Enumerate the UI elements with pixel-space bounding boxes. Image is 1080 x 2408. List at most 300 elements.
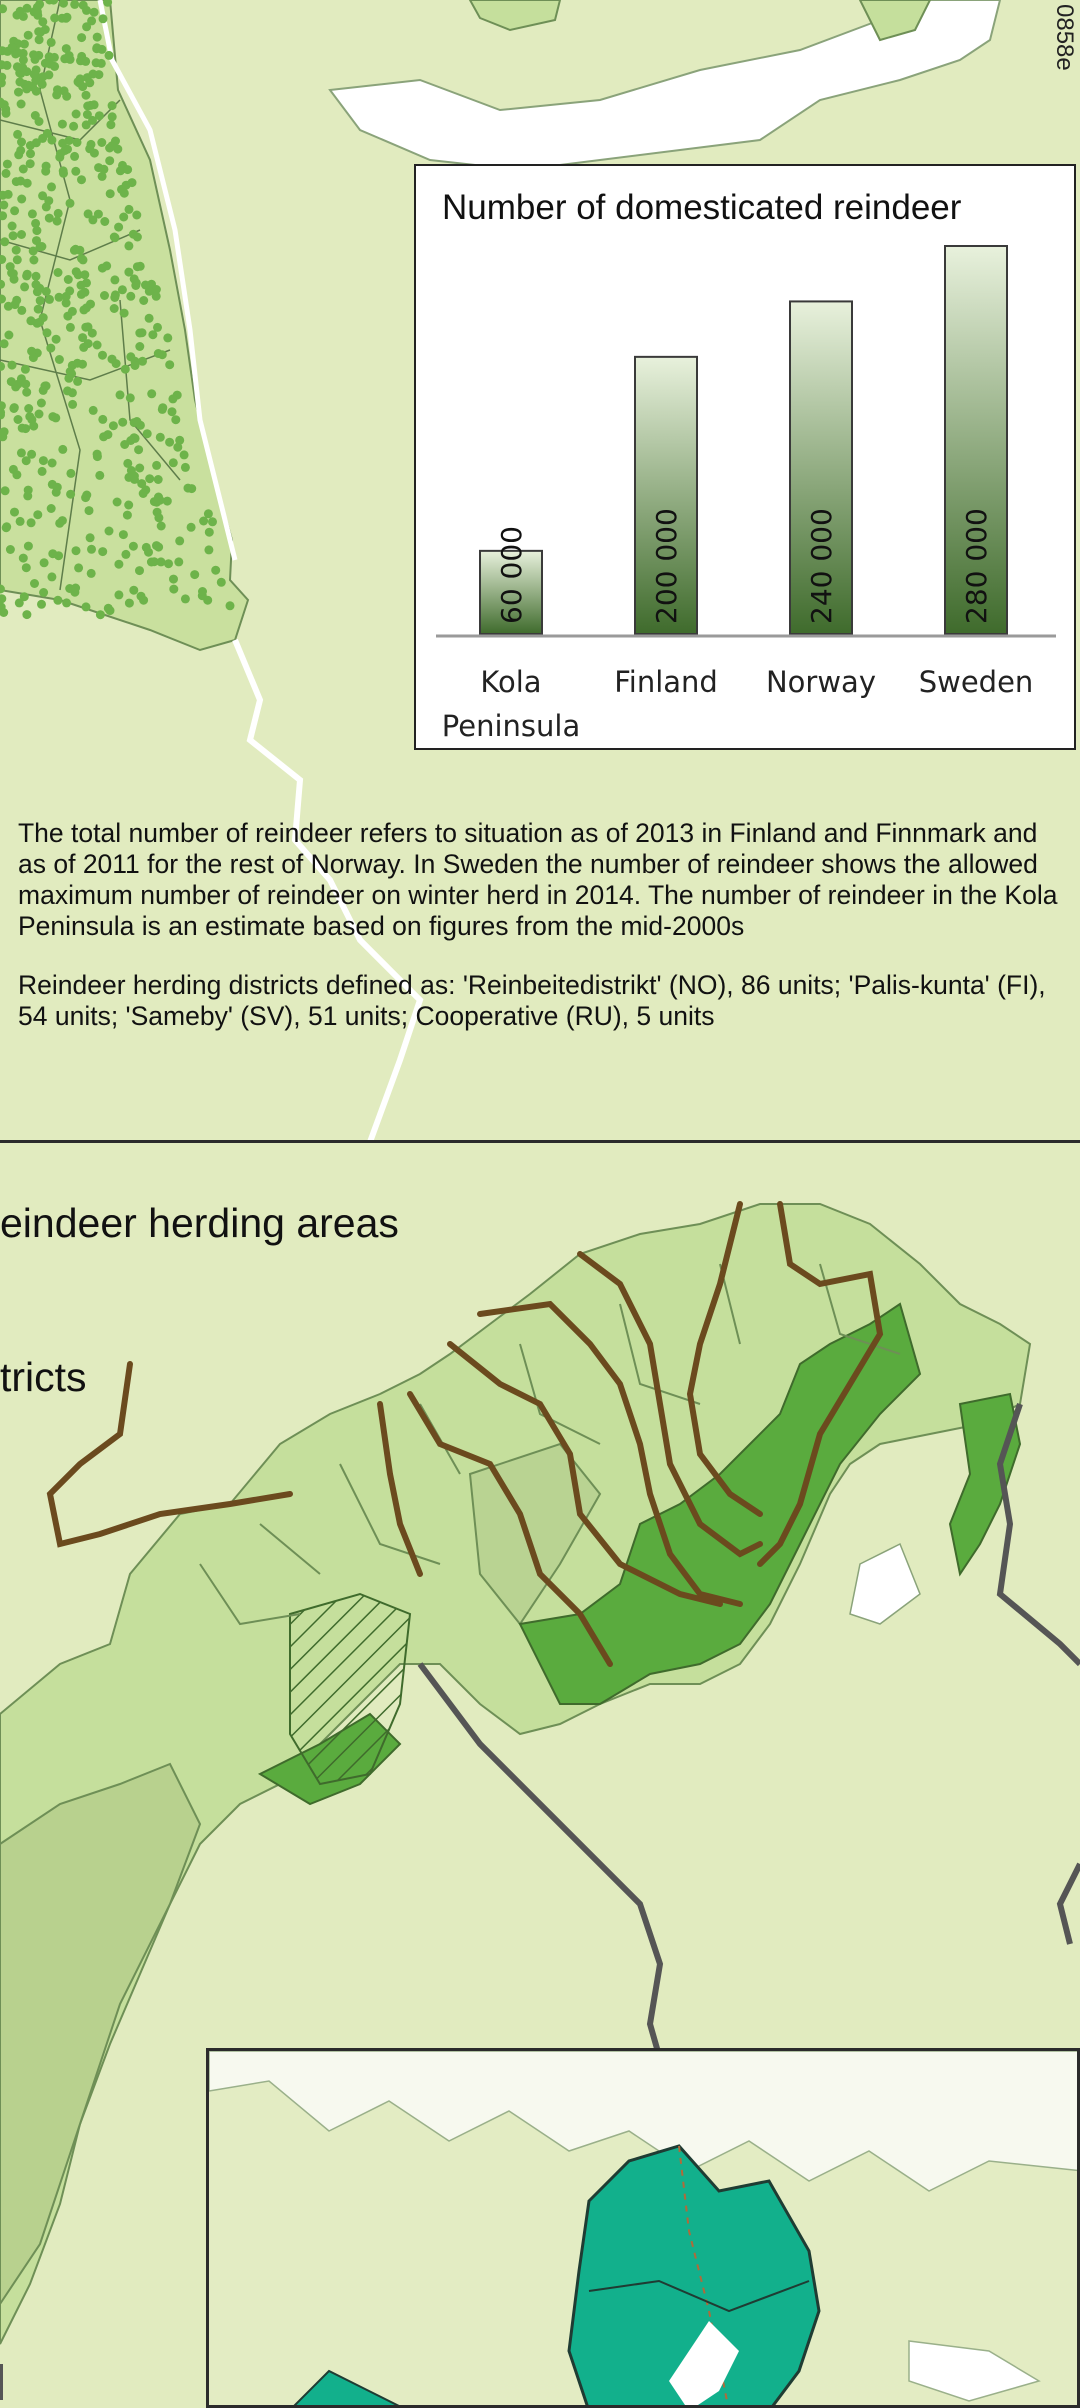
chart-title: Number of domesticated reindeer [442, 188, 962, 227]
reindeer-dot [39, 588, 48, 597]
reindeer-dot [211, 566, 220, 575]
reindeer-dot [33, 510, 42, 519]
reindeer-dot [126, 436, 135, 445]
reindeer-dot [152, 292, 161, 301]
reindeer-dot [72, 546, 81, 555]
reindeer-dot [126, 352, 135, 361]
reindeer-dot [226, 601, 235, 610]
reindeer-dot [22, 563, 31, 572]
reindeer-dot [102, 261, 111, 270]
reindeer-dot [139, 596, 148, 605]
reindeer-dot [52, 488, 61, 497]
reindeer-dot [38, 134, 47, 143]
reindeer-dot [165, 438, 174, 447]
reindeer-dot [82, 602, 91, 611]
reindeer-dot [135, 464, 144, 473]
map-title: eindeer herding areas [0, 1200, 399, 1246]
reindeer-dot [79, 305, 88, 314]
map-subtitle: tricts [0, 1354, 87, 1400]
reindeer-dot [89, 70, 98, 79]
reindeer-dot [205, 528, 214, 537]
reindeer-dot [54, 209, 63, 218]
reindeer-dot [153, 323, 162, 332]
reindeer-dot [22, 388, 31, 397]
reindeer-dot [15, 77, 24, 86]
reindeer-dot [63, 312, 72, 321]
note-herding-districts: Reindeer herding districts defined as: 'Reinbeitedistrikt' (NO), 86 units; 'Palis-kunta' (FI), 54 units; 'Sameby' (SV), 51 units; Cooperative (RU), 5 units [18, 970, 1046, 1031]
reindeer-dot [80, 270, 89, 279]
reindeer-dot [164, 559, 173, 568]
reindeer-dot [174, 557, 183, 566]
reindeer-dot [18, 424, 27, 433]
reindeer-dot [73, 138, 82, 147]
reindeer-dot [65, 51, 74, 60]
reindeer-dot [98, 351, 107, 360]
reindeer-dot [93, 33, 102, 42]
reindeer-dot [87, 545, 96, 554]
reindeer-dot [125, 205, 134, 214]
reindeer-dot [95, 111, 104, 120]
reindeer-dot [154, 513, 163, 522]
reindeer-dot [43, 328, 52, 337]
reindeer-dot [187, 484, 196, 493]
reindeer-dot [129, 586, 138, 595]
reindeer-dot [63, 13, 72, 22]
reindeer-dot [12, 470, 21, 479]
reindeer-dot [135, 566, 144, 575]
inset-map [206, 2048, 1080, 2408]
reindeer-dot [30, 579, 39, 588]
reindeer-dot [6, 545, 15, 554]
reindeer-dot [8, 43, 17, 52]
reindeer-dot [29, 353, 38, 362]
reindeer-dot [58, 139, 67, 148]
reindeer-dot [17, 195, 26, 204]
reindeer-dot [131, 361, 140, 370]
reindeer-dot [118, 418, 127, 427]
reindeer-dot [90, 8, 99, 17]
reindeer-dot [116, 390, 125, 399]
reindeer-dot [70, 152, 79, 161]
reindeer-dot [123, 459, 132, 468]
reindeer-dot [62, 299, 71, 308]
reindeer-dot [187, 523, 196, 532]
reindeer-dot [0, 427, 9, 436]
reindeer-dot [65, 286, 74, 295]
reindeer-dot [90, 149, 99, 158]
reindeer-dot [27, 450, 36, 459]
reindeer-dot [81, 323, 90, 332]
reindeer-dot [110, 233, 119, 242]
reindeer-dot [77, 290, 86, 299]
reindeer-dot [169, 458, 178, 467]
reindeer-dot [100, 291, 109, 300]
reindeer-dot [152, 541, 161, 550]
reindeer-dot [21, 365, 30, 374]
reindeer-dot [39, 386, 48, 395]
reindeer-dot [26, 149, 35, 158]
reindeer-dot [132, 211, 141, 220]
reindeer-dot [83, 110, 92, 119]
reindeer-dot [190, 570, 199, 579]
reindeer-dot [26, 316, 35, 325]
reindeer-dot [92, 43, 101, 52]
reindeer-dot [37, 600, 46, 609]
reindeer-dot [8, 222, 17, 231]
reindeer-dot [45, 295, 54, 304]
reindeer-dot [48, 459, 57, 468]
reindeer-dot [158, 403, 167, 412]
reindeer-dot [74, 563, 83, 572]
reindeer-dot [54, 268, 63, 277]
reindeer-dot [169, 585, 178, 594]
reindeer-dot [13, 255, 22, 264]
reindeer-dot [34, 305, 43, 314]
reindeer-dot [20, 282, 29, 291]
reindeer-dot [105, 51, 114, 60]
reindeer-dot [53, 217, 62, 226]
category-label-0: Kola Peninsula [441, 665, 581, 743]
reindeer-dot [114, 223, 123, 232]
reindeer-dot [147, 389, 156, 398]
reindeer-dot [17, 100, 26, 109]
reindeer-dot [86, 533, 95, 542]
reindeer-dot [37, 399, 46, 408]
reindeer-dot [89, 406, 98, 415]
note-reindeer-count: The total number of reindeer refers to situation as of 2013 in Finland and Finnmark and as of 2011 for the rest of Norway. In Sweden the number of reindeer shows the allowed maximum number of reindeer on winter herd in 2014. The number of reindeer in the Kola Peninsula is an estimate based on figures from the mid-2000s [18, 818, 1058, 941]
reindeer-dot [131, 281, 140, 290]
reindeer-dot [19, 55, 28, 64]
reindeer-dot [39, 313, 48, 322]
reindeer-dot [124, 501, 133, 510]
reindeer-dot [120, 309, 129, 318]
map-notes [18, 818, 1068, 1060]
reindeer-dot [64, 374, 73, 383]
reindeer-dot [1, 486, 10, 495]
reindeer-dot [40, 558, 49, 567]
reindeer-dot [20, 40, 29, 49]
reindeer-dot [32, 226, 41, 235]
reindeer-dot [136, 262, 145, 271]
reindeer-dot [129, 542, 138, 551]
reindeer-dot [108, 355, 117, 364]
reindeer-dot [30, 70, 39, 79]
reindeer-dot [29, 256, 38, 265]
reindeer-dot [3, 61, 12, 70]
reindeer-dot [62, 598, 71, 607]
reindeer-dot [26, 141, 35, 150]
reindeer-dot [134, 445, 143, 454]
reindeer-dot [46, 344, 55, 353]
reindeer-dot [64, 275, 73, 284]
reindeer-dot [16, 517, 25, 526]
reindeer-dot [78, 360, 87, 369]
reindeer-dot [17, 306, 26, 315]
reindeer-dot [10, 508, 19, 517]
map-code: 0858e [1051, 4, 1078, 71]
reindeer-dot [28, 209, 37, 218]
reindeer-dot [9, 404, 18, 413]
reindeer-dot [23, 270, 32, 279]
reindeer-dot [42, 287, 51, 296]
reindeer-dot [22, 610, 31, 619]
reindeer-dot [23, 179, 32, 188]
reindeer-dot [17, 448, 26, 457]
reindeer-dot [20, 592, 29, 601]
reindeer-dot [77, 33, 86, 42]
reindeer-dot [99, 165, 108, 174]
reindeer-dot [106, 606, 115, 615]
reindeer-dot [113, 498, 122, 507]
category-label-2: Norway [765, 665, 876, 699]
reindeer-dot [70, 0, 79, 9]
reindeer-dot [85, 506, 94, 515]
reindeer-dot [154, 475, 163, 484]
reindeer-dot [9, 231, 18, 240]
reindeer-dot [59, 166, 68, 175]
reindeer-dot [34, 27, 43, 36]
reindeer-dot [45, 214, 54, 223]
reindeer-dot [157, 557, 166, 566]
reindeer-dot [130, 472, 139, 481]
reindeer-dot [35, 117, 44, 126]
bar-value-label-2: 240 000 [805, 508, 838, 624]
reindeer-dot [66, 323, 75, 332]
hatched-area [290, 1594, 410, 1784]
reindeer-dot [93, 341, 102, 350]
category-label-3: Sweden [918, 665, 1034, 699]
reindeer-dot [108, 141, 117, 150]
reindeer-dot [152, 461, 161, 470]
reindeer-dot [42, 202, 51, 211]
reindeer-dot [120, 189, 129, 198]
reindeer-dot [171, 415, 180, 424]
reindeer-dot [53, 85, 62, 94]
reindeer-dot [150, 497, 159, 506]
reindeer-dot [106, 120, 115, 129]
reindeer-dot [47, 504, 56, 513]
section-divider [0, 1140, 1080, 1143]
reindeer-dot [175, 536, 184, 545]
reindeer-dot [47, 182, 56, 191]
reindeer-dot [35, 410, 44, 419]
reindeer-dot [55, 519, 64, 528]
reindeer-dot [105, 156, 114, 165]
reindeer-dot [87, 16, 96, 25]
reindeer-dot [114, 560, 123, 569]
reindeer-dot [110, 304, 119, 313]
reindeer-dot [132, 417, 141, 426]
reindeer-dot [71, 584, 80, 593]
reindeer-dot [62, 92, 71, 101]
reindeer-dot [181, 463, 190, 472]
reindeer-dot [7, 377, 16, 386]
reindeer-dot [36, 296, 45, 305]
reindeer-dot [118, 285, 127, 294]
reindeer-dot [55, 293, 64, 302]
reindeer-dot [10, 206, 19, 215]
reindeer-dot [180, 450, 189, 459]
reindeer-dot [121, 365, 130, 374]
reindeer-dot [199, 517, 208, 526]
reindeer-dot [203, 596, 212, 605]
reindeer-dot [33, 8, 42, 17]
reindeer-dot [90, 100, 99, 109]
reindeer-dot [82, 491, 91, 500]
reindeer-dot [103, 430, 112, 439]
reindeer-dot [139, 489, 148, 498]
inset-map-graphic [209, 2051, 1080, 2408]
reindeer-dot [145, 474, 154, 483]
reindeer-dot [128, 178, 137, 187]
reindeer-dot [47, 136, 56, 145]
reindeer-dot [208, 517, 217, 526]
reindeer-dot [175, 436, 184, 445]
reindeer-dot [163, 333, 172, 342]
reindeer-dot [77, 254, 86, 263]
reindeer-dot [47, 572, 56, 581]
reindeer-dot [96, 610, 105, 619]
reindeer-dot [53, 596, 62, 605]
reindeer-chart [414, 164, 1076, 750]
reindeer-dot [97, 138, 106, 147]
reindeer-dot [50, 53, 59, 62]
reindeer-dot [55, 355, 64, 364]
reindeer-dot [48, 549, 57, 558]
reindeer-dot [217, 578, 226, 587]
reindeer-dot [126, 393, 135, 402]
reindeer-dot [135, 342, 144, 351]
bar-value-label-1: 200 000 [650, 508, 683, 624]
reindeer-dot [93, 452, 102, 461]
reindeer-dot [0, 608, 8, 617]
reindeer-dot [38, 80, 47, 89]
reindeer-dot [87, 569, 96, 578]
reindeer-dot [36, 242, 45, 251]
reindeer-dot [14, 88, 23, 97]
reindeer-dot [3, 160, 12, 169]
reindeer-dot [38, 191, 47, 200]
reindeer-dot [19, 554, 28, 563]
reindeer-dot [165, 360, 174, 369]
reindeer-dot [13, 130, 22, 139]
reindeer-dot [2, 169, 11, 178]
reindeer-dot [100, 217, 109, 226]
reindeer-dot [108, 112, 117, 121]
bar-value-label-3: 280 000 [960, 508, 993, 624]
reindeer-dot [38, 467, 47, 476]
reindeer-dot [78, 82, 87, 91]
reindeer-dot [121, 550, 130, 559]
reindeer-dot [18, 63, 27, 72]
reindeer-dot [114, 590, 123, 599]
reindeer-dot [78, 333, 87, 342]
reindeer-dot [99, 14, 108, 23]
reindeer-dot [72, 110, 81, 119]
reindeer-dot [23, 491, 32, 500]
reindeer-dot [123, 165, 132, 174]
reindeer-dot [129, 230, 138, 239]
reindeer-dot [158, 350, 167, 359]
reindeer-dot [2, 109, 11, 118]
reindeer-dot [66, 469, 75, 478]
reindeer-dot [68, 400, 77, 409]
reindeer-dot [21, 380, 30, 389]
reindeer-dot [31, 55, 40, 64]
reindeer-dot [14, 415, 23, 424]
reindeer-dot [198, 587, 207, 596]
reindeer-dot [126, 292, 135, 301]
reindeer-dot [139, 296, 148, 305]
reindeer-dot [141, 281, 150, 290]
reindeer-dot [19, 165, 28, 174]
reindeer-dot [168, 394, 177, 403]
reindeer-dot [71, 167, 80, 176]
reindeer-dot [32, 280, 41, 289]
reindeer-dot [0, 237, 9, 246]
reindeer-dot [24, 31, 33, 40]
reindeer-dot [68, 388, 77, 397]
reindeer-dot [98, 547, 107, 556]
reindeer-dot [204, 545, 213, 554]
reindeer-dot [39, 456, 48, 465]
reindeer-dot [119, 213, 128, 222]
reindeer-dot [169, 575, 178, 584]
bar-value-label-0: 60 000 [495, 526, 528, 624]
reindeer-dot [29, 422, 38, 431]
reindeer-dot [66, 199, 75, 208]
category-label-1: Finland [614, 665, 718, 699]
reindeer-dot [95, 471, 104, 480]
reindeer-dot [8, 361, 17, 370]
reindeer-dot [82, 91, 91, 100]
reindeer-dot [82, 6, 91, 15]
reindeer-dot [35, 35, 44, 44]
reindeer-dot [41, 167, 50, 176]
reindeer-dot [17, 230, 26, 239]
reindeer-dot [58, 445, 67, 454]
reindeer-dot [24, 404, 33, 413]
reindeer-dot [52, 335, 61, 344]
reindeer-dot [27, 518, 36, 527]
reindeer-dot [125, 599, 134, 608]
reindeer-dot [109, 421, 118, 430]
reindeer-dot [119, 530, 128, 539]
reindeer-dot [138, 328, 147, 337]
reindeer-dot [51, 413, 60, 422]
reindeer-dot [105, 527, 114, 536]
reindeer-dot [14, 150, 23, 159]
reindeer-dot [47, 38, 56, 47]
reindeer-dot [0, 339, 9, 348]
reindeer-dot [106, 189, 115, 198]
reindeer-dot [32, 272, 41, 281]
reindeer-dot [58, 120, 67, 129]
reindeer-dot [142, 543, 151, 552]
reindeer-dot [4, 190, 13, 199]
reindeer-dot [4, 331, 13, 340]
reindeer-dot [157, 522, 166, 531]
reindeer-dot [17, 138, 26, 147]
reindeer-dot [69, 122, 78, 131]
reindeer-dot [77, 175, 86, 184]
reindeer-dot [181, 594, 190, 603]
reindeer-dot [6, 262, 15, 271]
reindeer-dot [88, 215, 97, 224]
reindeer-dot [2, 522, 11, 531]
reindeer-dot [24, 542, 33, 551]
reindeer-dot [66, 490, 75, 499]
